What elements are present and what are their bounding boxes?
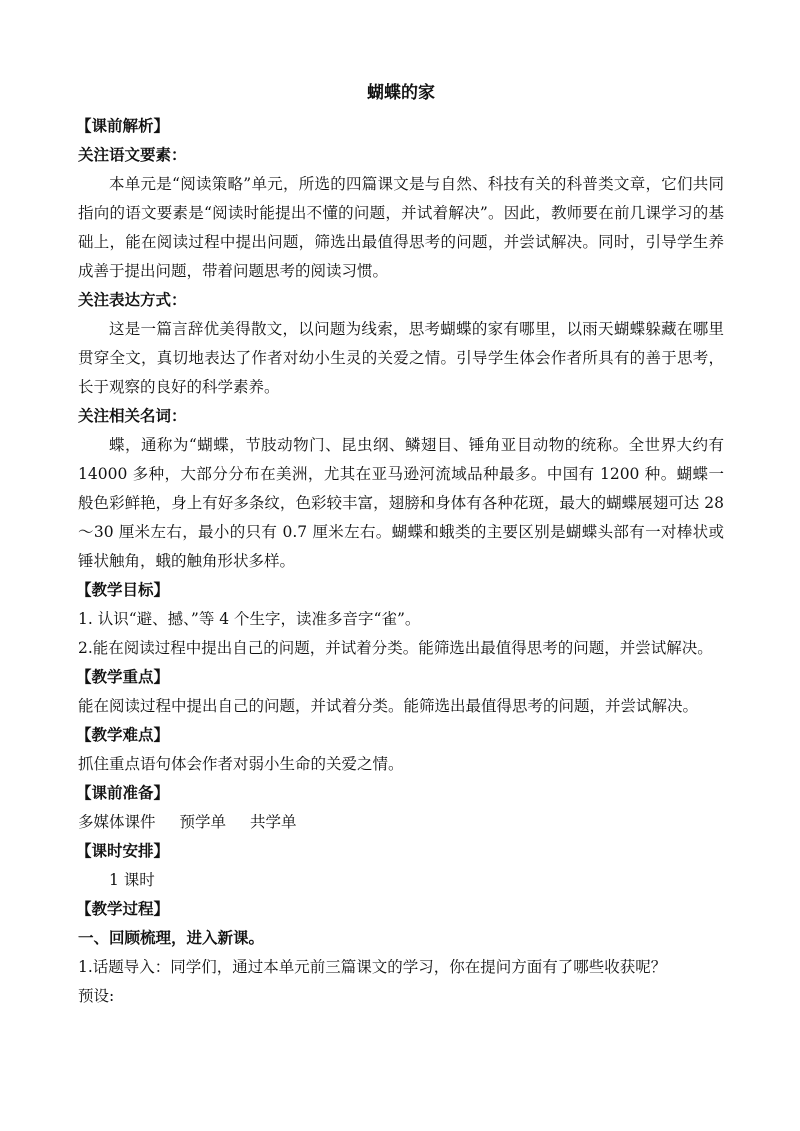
section-heading-process: 【教学过程】 bbox=[76, 900, 170, 918]
section-heading-difficulties: 【教学难点】 bbox=[76, 726, 170, 744]
section-heading-goals: 【教学目标】 bbox=[76, 581, 170, 599]
subheading-related-terms: 关注相关名词： bbox=[78, 407, 187, 425]
goal-item-1: 1. 认识“避、撼、”等 4 个生字，读准多音字“雀”。 bbox=[78, 610, 421, 628]
section-heading-analysis: 【课前解析】 bbox=[76, 117, 170, 135]
key-points-text: 能在阅读过程中提出自己的问题，并试着分类。能筛选出最值得思考的问题，并尝试解决。 bbox=[78, 697, 699, 715]
subheading-expression: 关注表达方式： bbox=[78, 291, 187, 309]
paragraph-language-elements: 本单元是“阅读策略”单元，所选的四篇课文是与自然、科技有关的科普类文章，它们共同指向的语文要素是“阅读时能提出不懂的问题，并试着解决”。因此，教师要在前几课学习的基础上，能在阅读过程中提出问题，筛选出最值得思考的问题，并尝试解决。同时，引导学生养成善于提出问题，带着问题思考的阅读习惯。 bbox=[78, 175, 724, 280]
subheading-language-elements: 关注语文要素： bbox=[78, 146, 187, 164]
section-heading-key-points: 【教学重点】 bbox=[76, 668, 170, 686]
process-step-1-heading: 一、回顾梳理，进入新课。 bbox=[78, 929, 265, 947]
difficulties-text: 抓住重点语句体会作者对弱小生命的关爱之情。 bbox=[78, 755, 404, 773]
preparation-item: 共学单 bbox=[250, 813, 297, 831]
preparation-item: 多媒体课件 bbox=[78, 813, 156, 831]
schedule-text: 1 课时 bbox=[109, 871, 155, 889]
preparation-list bbox=[78, 808, 724, 837]
goal-item-2: 2.能在阅读过程中提出自己的问题，并试着分类。能筛选出最值得思考的问题，并尝试解决。 bbox=[78, 639, 713, 657]
process-step-1-item: 1.话题导入：同学们，通过本单元前三篇课文的学习，你在提问方面有了哪些收获呢？ bbox=[78, 958, 667, 976]
preparation-item: 预学单 bbox=[179, 813, 227, 831]
paragraph-related-terms: 蝶，通称为“蝴蝶，节肢动物门、昆虫纲、鳞翅目、锤角亚目动物的统称。全世界大约有 14000 多种，大部分分布在美洲，尤其在亚马逊河流域品种最多。中国有 1200 种。蝴蝶一般色彩鲜艳，身上有好多条纹，色彩较丰富，翅膀和身体有各种花斑，最大的蝴蝶展翅可达 28～30 厘米左右，最小的只有 0.7 厘米左右。蝴蝶和蛾类的主要区别是蝴蝶头部有一对棒状或锤状触角，蛾的触角形状多样。 bbox=[78, 436, 724, 570]
page-title: 蝴蝶的家 bbox=[367, 83, 435, 103]
paragraph-expression: 这是一篇言辞优美得散文，以问题为线索，思考蝴蝶的家有哪里，以雨天蝴蝶躲藏在哪里贯穿全文，真切地表达了作者对幼小生灵的关爱之情。引导学生体会作者所具有的善于思考，长于观察的良好的科学素养。 bbox=[78, 320, 724, 396]
process-preset: 预设: bbox=[78, 987, 115, 1005]
section-heading-preparation: 【课前准备】 bbox=[76, 784, 170, 802]
document-page bbox=[78, 78, 724, 1011]
section-heading-schedule: 【课时安排】 bbox=[76, 842, 170, 860]
